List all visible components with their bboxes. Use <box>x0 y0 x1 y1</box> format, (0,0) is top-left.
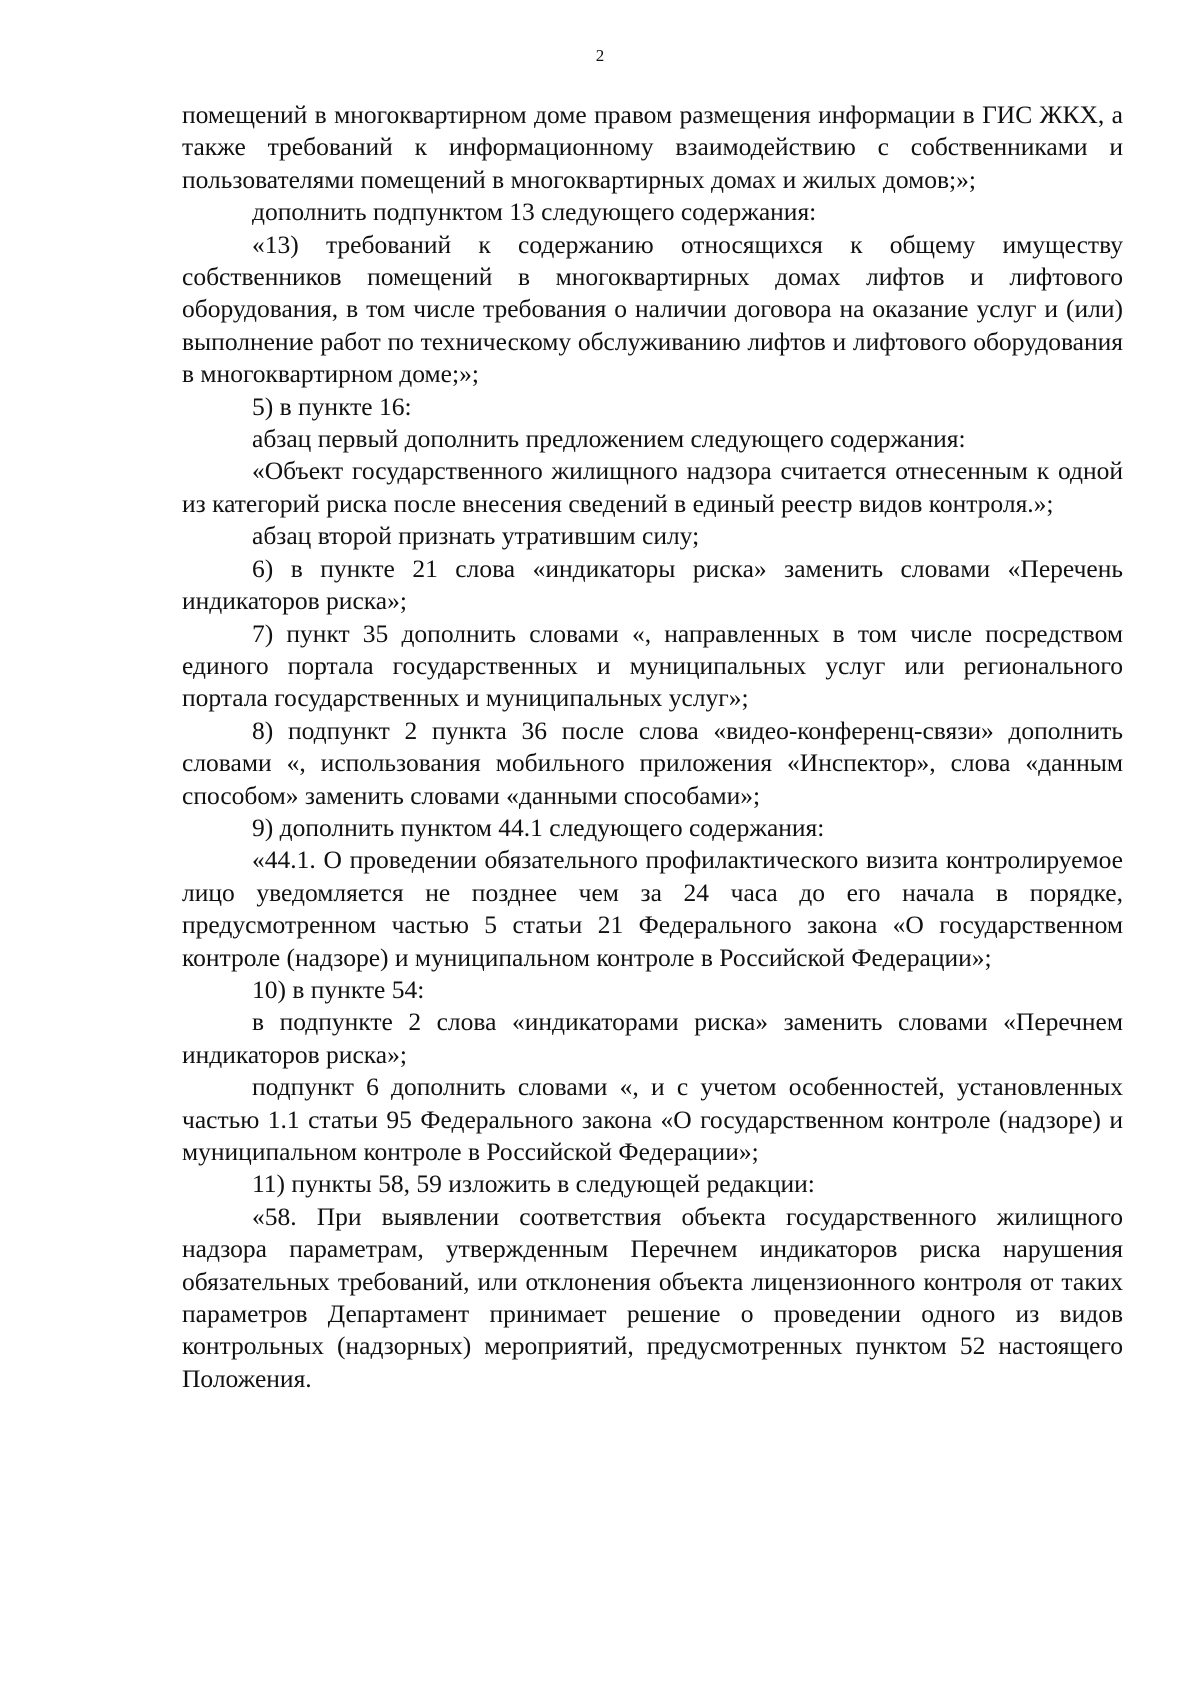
paragraph: 6) в пункте 21 слова «индикаторы риска» заменить словами «Перечень индикаторов риска»; <box>182 553 1123 616</box>
paragraph: «Объект государственного жилищного надзора считается отнесенным к одной из категорий риска после внесения сведений в единый реестр видов контроля.»; <box>182 456 1123 518</box>
paragraph: 5) в пункте 16: <box>252 391 412 421</box>
paragraph: в подпункте 2 слова «индикаторами риска» заменить словами «Перечнем индикаторов риска»; <box>182 1007 1123 1069</box>
page-number: 2 <box>595 46 605 65</box>
paragraph: 11) пункты 58, 59 изложить в следующей редакции: <box>252 1169 815 1199</box>
paragraph: помещений в многоквартирном доме правом размещения информации в ГИС ЖКХ, а также требований к информационному взаимодействию с собственниками и пользователями помещений в многоквартирных домах и жилых домов;»; <box>182 100 1123 194</box>
paragraph: 8) подпункт 2 пункта 36 после слова «видео-конференц-связи» дополнить словами «, использования мобильного приложения «Инспектор», слова «данным способом» заменить словами «данными способами»; <box>182 715 1123 810</box>
paragraph: подпункт 6 дополнить словами «, и с учетом особенностей, установленных частью 1.1 статьи 95 Федерального закона «О государственном контроле (надзоре) и муниципальном контроле в Российской Федерации»; <box>182 1072 1123 1166</box>
paragraph: 10) в пункте 54: <box>252 974 425 1004</box>
paragraph: «58. При выявлении соответствия объекта государственного жилищного надзора параметрам, утвержденным Перечнем индикаторов риска нарушения обязательных требований, или отклонения объекта лицензионного контроля от таких параметров Департамент принимает решение о проведении одного из видов контрольных (надзорных) мероприятий, предусмотренных пунктом 52 настоящего Положения. <box>182 1201 1123 1393</box>
document-body <box>182 99 1123 1395</box>
paragraph: 7) пункт 35 дополнить словами «, направленных в том числе посредством единого портала государственных и муниципальных услуг или регионального портала государственных и муниципальных услуг»; <box>182 618 1123 713</box>
paragraph: абзац первый дополнить предложением следующего содержания: <box>252 424 966 454</box>
paragraph: «44.1. О проведении обязательного профилактического визита контролируемое лицо уведомляется не позднее чем за 24 часа до его начала в порядке, предусмотренном частью 5 статьи 21 Федерального закона «О государственном контроле (надзоре) и муниципальном контроле в Российской Федерации»; <box>182 845 1123 972</box>
paragraph: абзац второй признать утратившим силу; <box>252 521 700 551</box>
paragraph: 9) дополнить пунктом 44.1 следующего содержания: <box>252 812 825 842</box>
paragraph: «13) требований к содержанию относящихся к общему имуществу собственников помещений в многоквартирных домах лифтов и лифтового оборудования, в том числе требования о наличии договора на оказание услуг и (или) выполнение работ по техническому обслуживанию лифтов и лифтового оборудования в многоквартирном доме;»; <box>182 229 1123 389</box>
paragraph: дополнить подпунктом 13 следующего содержания: <box>252 197 817 227</box>
